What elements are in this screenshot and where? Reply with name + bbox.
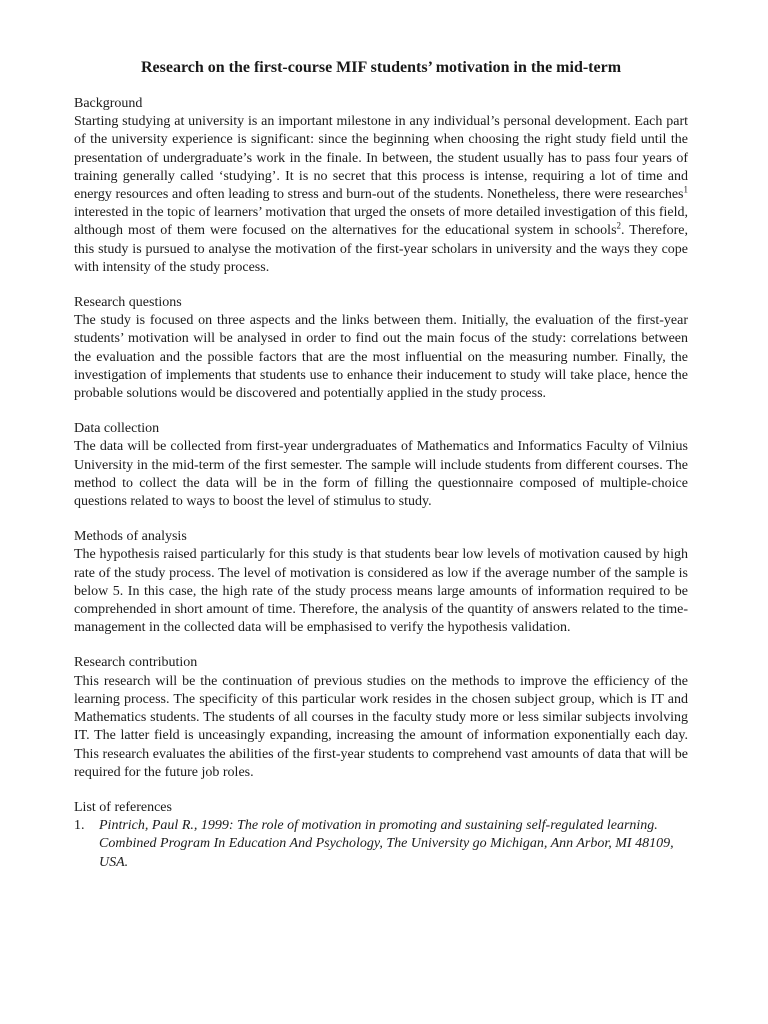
research-questions-section [74, 294, 688, 403]
background-paragraph [74, 113, 688, 277]
reference-number: 1. [74, 818, 85, 834]
references-section [74, 799, 688, 872]
data-collection-paragraph: The data will be collected from first-year undergraduates of Mathematics and Informatics Faculty of Vilnius University in the mid-term of the first semester. The sample will include students from different courses. The method to collect the data will be in the form of filling the questionnaire composed of multiple-choice questions related to ways to boost the level of stimulus to study. [74, 439, 688, 510]
background-text-part3: . Therefore, this study is pursued to analyse the motivation of the first-year scholars in university and the ways they cope with intensity of the study process. [74, 223, 688, 275]
data-collection-section [74, 420, 688, 511]
methods-heading: Methods of analysis [74, 529, 187, 545]
document-title: Research on the first-course MIF students’ motivation in the mid-term [140, 59, 622, 76]
background-section [74, 95, 688, 277]
contribution-heading: Research contribution [74, 655, 198, 671]
research-questions-heading: Research questions [74, 295, 182, 311]
methods-paragraph: The hypothesis raised particularly for this study is that students bear low levels of motivation caused by high rate of the study process. The level of motivation is considered as low if the average number of the sample is below 5. In this case, the high rate of the study process means large amounts of information required to be comprehended in short amount of time. Therefore, the analysis of the quantity of answers related to the time-management in the collected data will be emphasised to verify the hypothesis validation. [74, 547, 688, 636]
footnote-marker-1: 1 [683, 184, 688, 195]
contribution-paragraph: This research will be the continuation of previous studies on the methods to improve the efficiency of the learning process. The specificity of this particular work resides in the chosen subject group, which is IT and Mathematics students. The students of all courses in the faculty study more or less similar subjects involving IT. The latter field is unceasingly expanding, increasing the amount of information exponentially each day. This research evaluates the abilities of the first-year students to comprehend vast amounts of data that will be required for the future job roles. [74, 673, 688, 780]
research-questions-paragraph: The study is focused on three aspects and the links between them. Initially, the evaluation of the first-year students’ motivation will be analysed in order to find out the main focus of the study: correlations between the evaluation and the possible factors that are the most influential on the measuring number. Finally, the investigation of implements that students use to enhance their inducement to study will take place, hence the probable solutions would be discovered and potentially applied in the study process. [74, 313, 688, 402]
reference-text: Pintrich, Paul R., 1999: The role of motivation in promoting and sustaining self-regulated learning. Combined Program In Education And Psychology, The University go Michigan, Ann Arbor, MI 48109, USA. [99, 818, 674, 870]
footnote-marker-2: 2 [616, 220, 622, 231]
references-list [74, 817, 688, 872]
background-text-part2: interested in the topic of learners’ motivation that urged the onsets of more detailed investigation of this field, although most of them were focused on the alternatives for the educational system in schools [74, 205, 688, 239]
background-heading: Background [74, 96, 143, 111]
data-collection-heading: Data collection [74, 421, 160, 437]
reference-item [74, 817, 688, 872]
methods-section [74, 528, 688, 637]
contribution-section [74, 654, 688, 781]
background-text-part1: Starting studying at university is an important milestone in any individual’s personal development. Each part of the university experience is significant: since the beginning when choosing the right study field until the presentation of undergraduate’s work in the finale. In between, the student usually has to pass four years of training generally called ‘studying’. It is no secret that this process is intense, requiring a lot of time and energy resources and often leading to stress and burn-out of the students. Nonetheless, there were researches [74, 114, 688, 203]
references-heading: List of references [74, 799, 172, 815]
